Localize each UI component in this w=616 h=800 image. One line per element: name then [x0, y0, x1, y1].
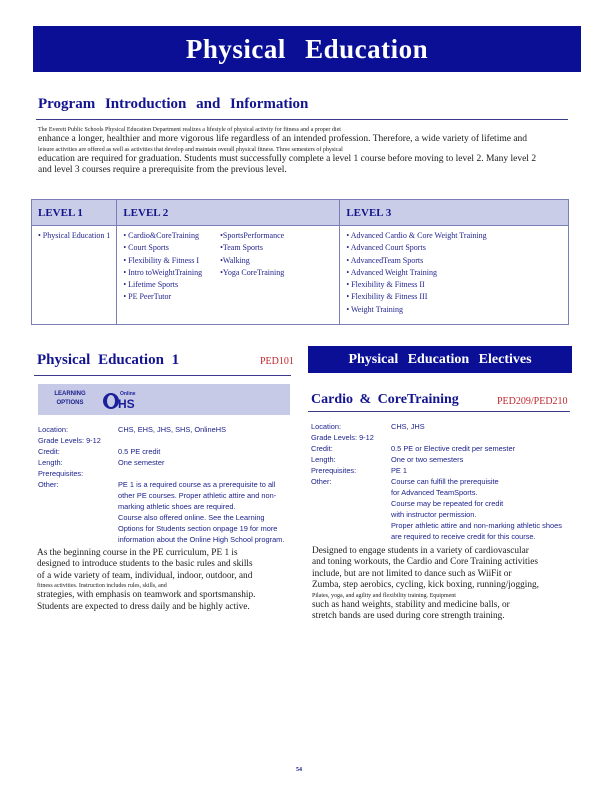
pe1-divider — [34, 375, 291, 376]
grade-levels: Grade Levels: 9-12 — [38, 436, 101, 445]
length-key: Length: — [311, 455, 336, 464]
list-item: • Advanced Court Sports — [346, 243, 426, 253]
electives-title: Physical Education Electives — [348, 352, 532, 367]
cardio-course-code: PED209/PED210 — [497, 396, 568, 407]
list-item: • Advanced Cardio & Core Weight Training — [346, 231, 487, 240]
intro-line-3: leisure activities are offered as well as activities that develop and maintain overall physical fitness. Three semesters of physical — [38, 146, 343, 153]
list-item: • Flexibility & Fitness I — [123, 255, 200, 265]
other-value: Course can fulfill the prerequisite for Advanced TeamSports. Course may be repeated for credit with instructor permission. Proper athletic attire and non-marking athletic shoes are required to receive credit for this course. — [391, 477, 562, 541]
location-key: Location: — [38, 425, 68, 434]
list-item: • Flexibility & Fitness II — [346, 280, 425, 290]
list-item: • AdvancedTeam Sports — [346, 255, 424, 265]
list-item: • Weight Training — [346, 304, 404, 314]
page-number: 54 — [296, 767, 302, 773]
other-value: PE 1 is a required course as a prerequisite to all other PE courses. Proper athletic attire and non- marking athletic shoes are required. Course also offered online. See the Learning Options for Students section onpage 19 for more information about the Online High School program. — [118, 480, 285, 544]
level2-header: LEVEL 2 — [117, 200, 340, 226]
pe1-details — [38, 424, 288, 545]
list-item: • Intro toWeightTraining — [123, 267, 203, 277]
list-item: • Advanced Weight Training — [346, 267, 438, 277]
levels-table — [31, 199, 569, 325]
learning-options-label: LEARNING OPTIONS — [54, 391, 86, 406]
list-item: • Flexibility & Fitness III — [346, 292, 428, 302]
length-value: One or two semesters — [391, 455, 464, 464]
credit-value: 0.5 PE credit — [118, 447, 161, 456]
list-item: • Cardio&CoreTraining — [123, 231, 199, 240]
credit-key: Credit: — [38, 447, 60, 456]
pe1-description: As the beginning course in the PE curriculum, PE 1 is designed to introduce students to the basic rules and skills of a wide variety of team, individual, indoor, outdoor, and fitness activities. Instruction includes rules, skills, and strategies, with emphasis on teamwork and sportsmanship. Students are expected to dress daily and be highly active. — [37, 548, 256, 612]
intro-line-2: enhance a longer, healthier and more vigorous life regardless of an intended profession. Therefore, a wide variety of lifetime and — [38, 134, 528, 144]
list-item: • Court Sports — [123, 243, 169, 253]
grade-levels: Grade Levels: 9-12 — [311, 433, 374, 442]
list-item: •Yoga CoreTraining — [220, 267, 285, 277]
location-value: CHS, EHS, JHS, SHS, OnlineHS — [118, 425, 227, 434]
cardio-details — [311, 421, 567, 542]
prereq-key: Prerequisites: — [311, 466, 357, 475]
level1-header: LEVEL 1 — [32, 200, 117, 226]
pe1-course-code: PED101 — [260, 356, 294, 367]
cardio-description: Designed to engage students in a variety of cardiovascular and toning workouts, the Cardio and Core Training activities include, but are not limited to dance such as WiiFit or Zumba, step aerobics, cycling, kick boxing, running/jogging, Pilates, yoga, and agility and flexibility training. Equipment such as hand weights, stability and medicine balls, or stretch bands are used during core strength training. — [312, 546, 539, 622]
level3-cell — [340, 226, 569, 325]
other-key: Other: — [38, 480, 59, 489]
location-value: CHS, JHS — [391, 422, 425, 431]
list-item: • Physical Education 1 — [38, 231, 111, 240]
intro-text — [38, 126, 568, 177]
intro-divider — [36, 119, 568, 120]
level3-header: LEVEL 3 — [340, 200, 569, 226]
level2-cell — [117, 226, 340, 325]
intro-line-5: and level 3 courses require a prerequisite from the previous level. — [38, 165, 287, 175]
electives-banner — [308, 346, 572, 373]
logo-small-text: Online — [120, 391, 136, 397]
prereq-key: Prerequisites: — [38, 469, 84, 478]
list-item: •SportsPerformance — [220, 231, 285, 240]
list-item: • Lifetime Sports — [123, 280, 179, 290]
other-key: Other: — [311, 477, 332, 486]
intro-line-4: education are required for graduation. Students must successfully complete a level 1 course before moving to level 2. Many level 2 — [38, 153, 537, 164]
logo-main-text: HS — [118, 397, 135, 411]
cardio-divider — [308, 411, 570, 412]
list-item: •Walking — [220, 255, 250, 265]
list-item: •Team Sports — [220, 243, 263, 253]
length-value: One semester — [118, 458, 165, 467]
level1-cell — [32, 226, 117, 325]
learning-options-box — [38, 384, 290, 415]
credit-key: Credit: — [311, 444, 333, 453]
location-key: Location: — [311, 422, 341, 431]
list-item: • PE PeerTutor — [123, 292, 172, 302]
length-key: Length: — [38, 458, 63, 467]
prereq-value: PE 1 — [391, 466, 408, 475]
page-title: Physical Education — [185, 34, 429, 64]
intro-title: Program Introduction and Information — [38, 96, 309, 112]
page-banner — [33, 26, 581, 72]
intro-line-1: The Everett Public Schools Physical Education Department realizes a lifestyle of physical activity for fitness and a proper diet — [38, 127, 341, 133]
cardio-title: Cardio & CoreTraining — [311, 392, 459, 407]
online-hs-logo-icon — [102, 388, 138, 411]
pe1-title: Physical Education 1 — [37, 352, 180, 368]
credit-value: 0.5 PE or Elective credit per semester — [391, 444, 516, 453]
